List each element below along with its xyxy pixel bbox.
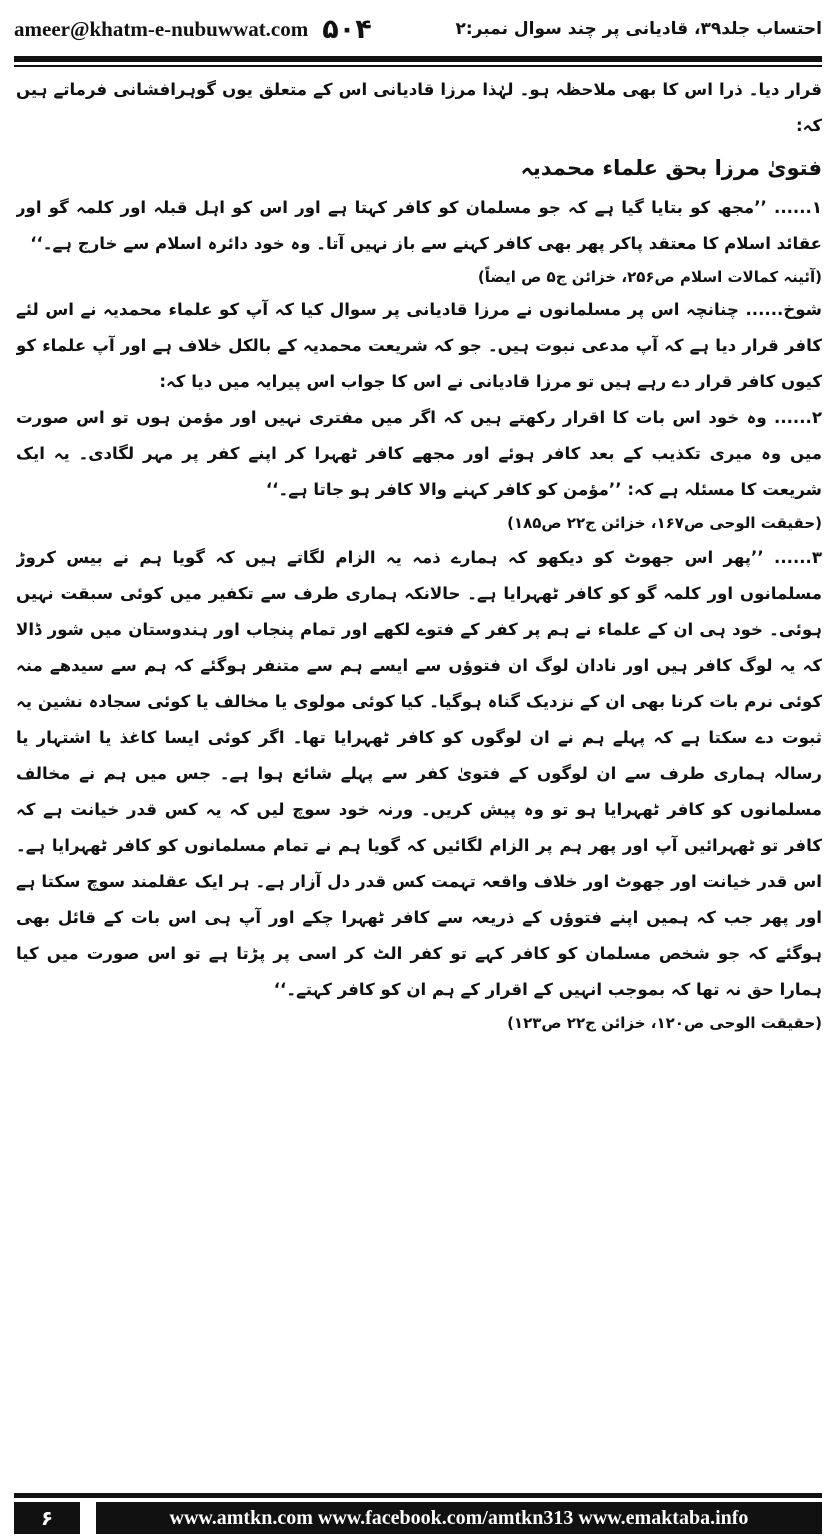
header-left (14, 14, 372, 45)
header-rule-thin (14, 65, 822, 67)
footer-bar (14, 1502, 822, 1534)
intro-paragraph: قرار دیا۔ ذرا اس کا بھی ملاحظہ ہو۔ لہٰذا مرزا قادیانی اس کے متعلق یوں گوہرافشانی فرماتے ہیں کہ: (16, 80, 822, 135)
quote-3: ۳...... ’’پھر اس جھوٹ کو دیکھو کہ ہمارے ذمہ یہ الزام لگاتے ہیں کہ گویا ہم نے بیس کروڑ مسلمانوں اور کلمہ گو کو کافر ٹھہرایا ہے۔ حالانکہ ہماری طرف سے تکفیر میں کوئی سبقت نہیں ہوئی۔ خود ہی ان کے علماء نے ہم پر کفر کے فتوے لکھے اور تمام پنجاب اور ہندوستان میں شور ڈالا کہ یہ لوگ کافر ہیں اور نادان لوگ ان فتوؤں سے ایسے ہم سے متنفر ہوگئے کہ ہم سے سیدھے منہ کوئی نرم بات کرنا بھی ان کے نزدیک گناہ ہوگیا۔ کیا کوئی مولوی یا مخالف یا کوئی سجادہ نشین یہ ثبوت دے سکتا ہے کہ پہلے ہم نے ان لوگوں کو کافر ٹھہرایا تھا۔ اگر کوئی ایسا کاغذ یا اشتہار یا رسالہ ہماری طرف سے ان لوگوں کے فتویٰ کفر سے پہلے شائع ہوا ہے۔ جس میں ہم نے مخالف مسلمانوں کو کافر ٹھہرایا ہو تو وہ پیش کریں۔ ورنہ خود سوچ لیں کہ یہ کس قدر خیانت ہے کہ کافر تو ٹھہرائیں آپ اور پھر ہم پر الزام لگائیں کہ گویا ہم نے تمام مسلمانوں کو کافر ٹھہرایا ہے۔ اس قدر خیانت اور جھوٹ اور خلاف واقعہ تہمت کس قدر دل آزار ہے۔ ہر ایک عقلمند سوچ سکتا ہے اور پھر جب کہ ہمیں اپنے فتوؤں کے ذریعہ سے کافر ٹھہرا چکے اور آپ ہی اس بات کے قائل بھی ہوگئے کہ جو شخص مسلمان کو کافر کہے تو کفر الٹ کر اسی پر پڑتا ہے تو اس صورت میں کیا ہمارا حق نہ تھا کہ بموجب انہیں کے اقرار کے ہم ان کو کافر کہتے۔‘‘ (16, 548, 822, 999)
header-email: ameer@khatm-e-nubuwwat.com (14, 16, 309, 41)
page-body (16, 72, 822, 1460)
reference-3: (حقیقت الوحی ص۱۲۰، خزائن ج۲۲ ص۱۲۳) (507, 1014, 822, 1032)
section-heading: فتویٰ مرزا بحق علماء محمدیہ (520, 156, 822, 180)
running-head: احتساب جلد۳۹، قادیانی پر چند سوال نمبر:۲ (455, 19, 822, 39)
reference-2: (حقیقت الوحی ص۱۶۷، خزائن ج۲۲ ص۱۸۵) (507, 514, 822, 532)
page-footer (14, 1493, 822, 1538)
quote-2: ۲...... وہ خود اس بات کا اقرار رکھتے ہیں کہ اگر میں مفتری نہیں اور مؤمن ہوں تو اس صورت میں وہ میری تکذیب کے بعد کافر ہوئے اور مجھے کافر ٹھہرا کر اپنے کفر پر مہر لگادی۔ یہ ایک شریعت کا مسئلہ ہے کہ: ’’مؤمن کو کافر کہنے والا کافر ہو جاتا ہے۔‘‘ (16, 408, 822, 499)
footer-page-number: ۶ (14, 1502, 80, 1534)
header-page-number: ۵۰۴ (322, 13, 372, 45)
page-header (14, 6, 822, 52)
footer-urls: www.amtkn.com www.facebook.com/amtkn313 www.emaktaba.info (96, 1502, 822, 1534)
paragraph-2: شوخ...... چنانچہ اس پر مسلمانوں نے مرزا قادیانی پر سوال کیا کہ آپ کو علماء محمدیہ نے اس لئے کافر قرار دیا ہے کہ آپ مدعی نبوت ہیں۔ جو کہ شریعت محمدیہ کے بالکل خلاف ہے اور آپ علماء کو کیوں کافر قرار دے رہے ہیں تو مرزا قادیانی نے اس کا جواب اس پیرایہ میں دیا کہ: (16, 300, 822, 391)
quote-1: ۱...... ’’مجھ کو بتایا گیا ہے کہ جو مسلمان کو کافر کہتا ہے اور اس کو اہل قبلہ اور کلمہ گو اور عقائد اسلام کا معتقد پاکر پھر بھی کافر کہنے سے باز نہیں آتا۔ وہ خود دائرہ اسلام سے خارج ہے۔‘‘ (16, 198, 822, 253)
reference-1: (آئینہ کمالات اسلام ص۲۵۶، خزائن ج۵ ص ایضاً) (477, 268, 822, 286)
header-rule-thick (14, 56, 822, 62)
